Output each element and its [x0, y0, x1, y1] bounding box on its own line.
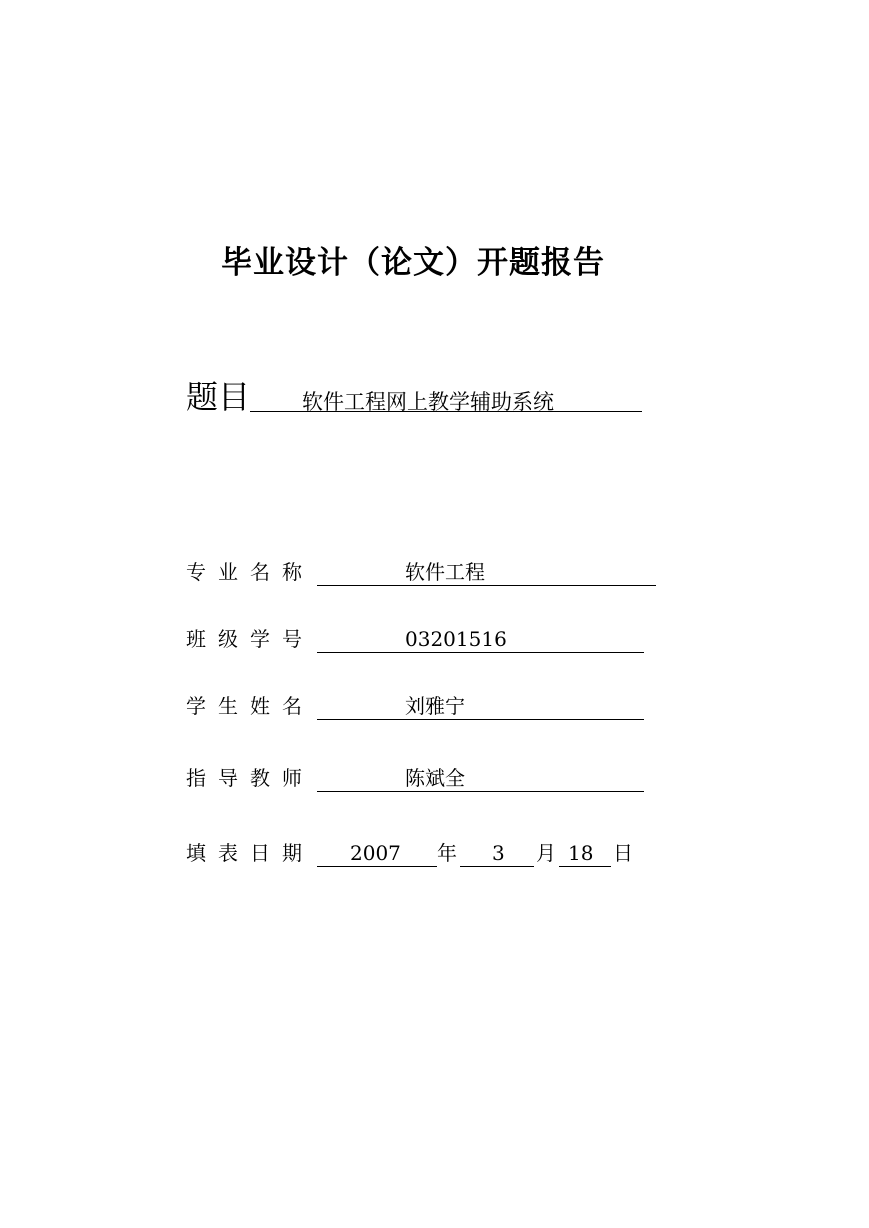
major-label: 专业名称	[186, 560, 314, 584]
topic-label: 题目	[186, 378, 251, 416]
page-title: 毕业设计（论文）开题报告	[221, 245, 605, 281]
date-year-unit: 年	[437, 841, 457, 865]
student-name-underline	[317, 719, 644, 720]
month-underline	[460, 866, 534, 867]
major-underline	[317, 585, 656, 586]
student-name-label: 学生姓名	[186, 694, 314, 718]
major-value: 软件工程	[405, 560, 485, 584]
date-day: 18	[568, 841, 594, 865]
day-underline	[559, 866, 611, 867]
year-underline	[317, 866, 437, 867]
advisor-value: 陈斌全	[405, 766, 465, 790]
topic-value: 软件工程网上教学辅助系统	[302, 390, 554, 414]
student-name-value: 刘雅宁	[405, 694, 465, 718]
class-id-underline	[317, 652, 644, 653]
date-month-unit: 月	[536, 841, 556, 865]
date-month: 3	[492, 841, 505, 865]
advisor-underline	[317, 791, 644, 792]
class-id-value: 03201516	[405, 627, 507, 651]
date-day-unit: 日	[613, 841, 633, 865]
date-year: 2007	[350, 841, 401, 865]
advisor-label: 指导教师	[186, 766, 314, 790]
fill-date-label: 填表日期	[186, 841, 314, 865]
class-id-label: 班级学号	[186, 627, 314, 651]
